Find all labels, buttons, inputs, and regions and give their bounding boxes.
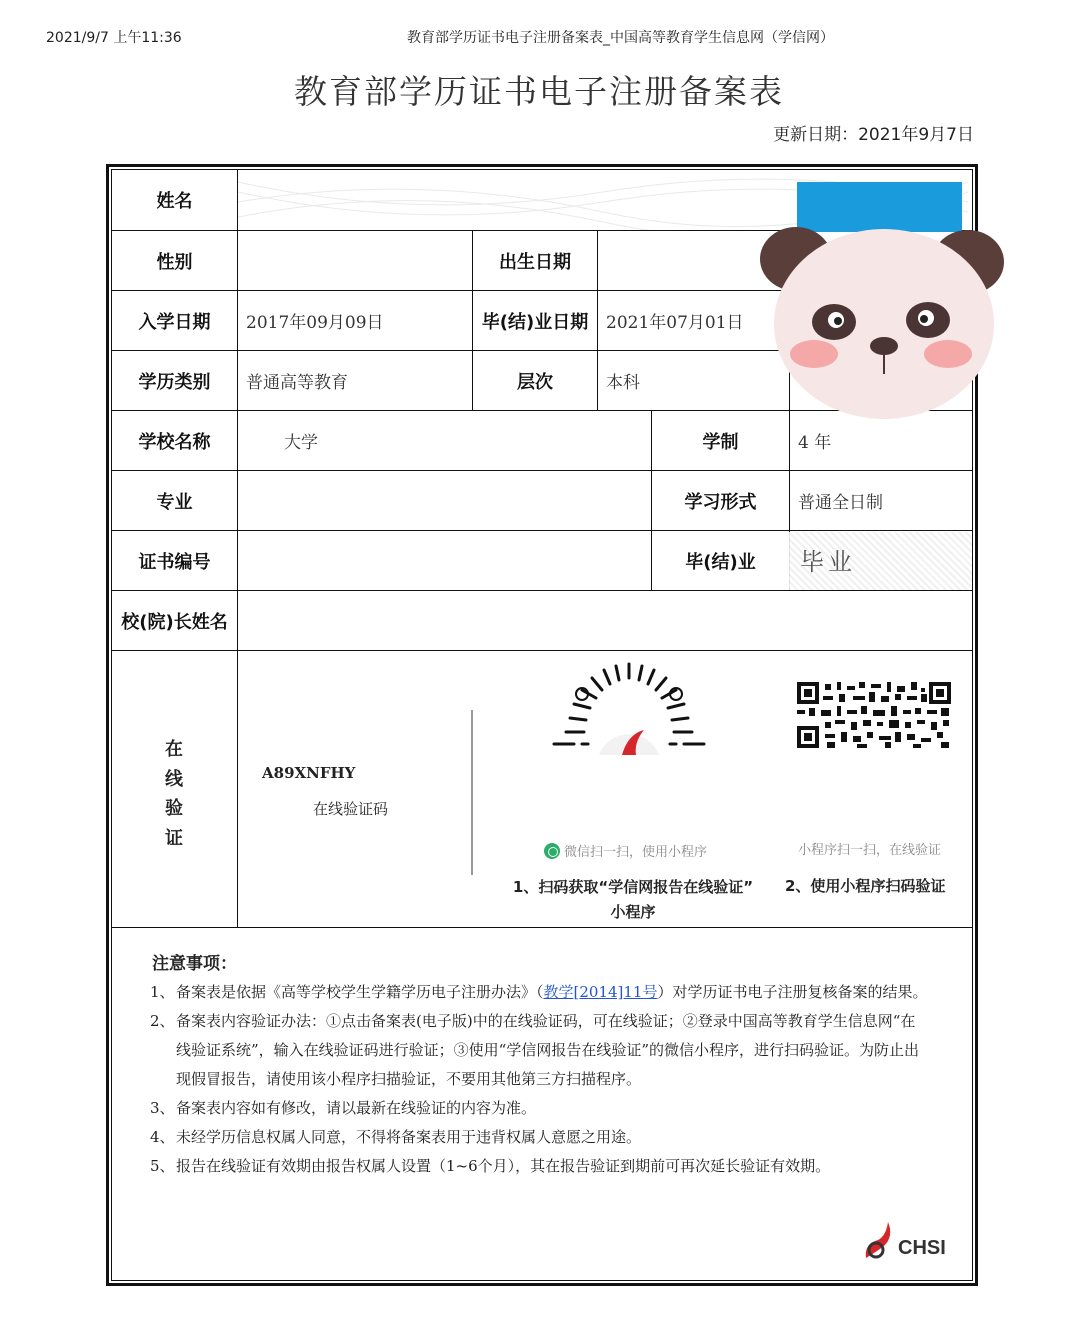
note-text: 报告在线验证有效期由报告权属人设置（1~6个月），其在报告验证到期前可再次延长验证有效期。 xyxy=(176,1157,831,1175)
chsi-logo xyxy=(862,1220,946,1260)
school-name-value: 大学 xyxy=(238,411,652,471)
step-one-instruction xyxy=(493,875,773,925)
document-title: 教育部学历证书电子注册备案表 xyxy=(294,72,784,111)
note-number: 1、 xyxy=(150,983,175,1001)
verify-char: 在 xyxy=(165,739,183,760)
print-date: 2021/9/7 上午11:36 xyxy=(46,30,182,46)
certificate-number-label: 证书编号 xyxy=(112,531,238,591)
note-number: 2、 xyxy=(150,1012,175,1030)
note-item xyxy=(150,978,930,1007)
wechat-icon xyxy=(544,843,560,859)
step-one-line-2: 小程序 xyxy=(610,903,656,921)
verification-code[interactable]: A89XNFHY xyxy=(262,764,356,782)
note-number: 4、 xyxy=(150,1128,175,1146)
school-name-label: 学校名称 xyxy=(112,411,238,471)
mini-program-scan-hint: 小程序扫一扫，在线验证 xyxy=(798,843,942,858)
level-value: 本科 xyxy=(598,351,790,411)
wechat-mini-program-code[interactable] xyxy=(544,660,714,760)
wechat-scan-text: 微信扫一扫，使用小程序 xyxy=(564,845,708,860)
note-item xyxy=(150,1123,930,1152)
major-label: 专业 xyxy=(112,471,238,531)
graduation-date-value: 2021年07月01日 xyxy=(598,291,790,351)
note-text: 备案表内容验证办法：①点击备案表(电子版)中的在线验证码，可在线验证；②登录中国高等教育学生信息网“在线验证系统”，输入在线验证码进行验证；③使用“学信网报告在线验证”的微信小程序，进行扫码验证。为防止出现假冒报告，请使用该小程序扫描验证，不要用其他第三方扫描程序。 xyxy=(176,1012,920,1088)
enroll-date-value: 2017年09月09日 xyxy=(238,291,473,351)
wechat-scan-hint xyxy=(544,841,707,860)
certificate-number-value xyxy=(238,531,652,591)
note-number: 3、 xyxy=(150,1099,175,1117)
duration-label: 学制 xyxy=(652,411,790,471)
qr-code[interactable] xyxy=(797,682,951,748)
panda-sticker-icon xyxy=(756,214,1011,419)
education-category-value: 普通高等教育 xyxy=(238,351,473,411)
notes-list xyxy=(150,978,930,1181)
graduation-status-value: 毕业 xyxy=(800,548,856,576)
level-label: 层次 xyxy=(473,351,598,411)
step-one-line-1: 1、扫码获取“学信网报告在线验证” xyxy=(512,878,754,896)
verify-char: 证 xyxy=(165,827,183,849)
president-name-label: 校(院)长姓名 xyxy=(112,591,238,651)
note-text: 备案表内容如有修改，请以最新在线验证的内容为准。 xyxy=(176,1099,537,1117)
study-form-label: 学习形式 xyxy=(652,471,790,531)
online-verify-label xyxy=(112,735,236,853)
step-two-instruction: 2、使用小程序扫码验证 xyxy=(785,877,946,895)
note-number: 5、 xyxy=(150,1157,175,1175)
verify-char: 线 xyxy=(165,768,183,790)
graduation-date-label: 毕(结)业日期 xyxy=(473,291,598,351)
duration-value: 4 年 xyxy=(790,411,972,471)
major-value xyxy=(238,471,652,531)
note-item xyxy=(150,1007,930,1094)
note-item xyxy=(150,1094,930,1123)
gender-value xyxy=(238,231,473,291)
print-page-title: 教育部学历证书电子注册备案表_中国高等教育学生信息网（学信网） xyxy=(407,30,834,46)
verify-divider xyxy=(471,710,473,875)
chsi-text: CHSI xyxy=(898,1237,946,1259)
birth-date-label: 出生日期 xyxy=(473,231,598,291)
regulation-link[interactable]: 教学[2014]11号 xyxy=(543,983,658,1001)
verification-code-label: 在线验证码 xyxy=(313,800,389,818)
verify-char: 验 xyxy=(165,798,183,819)
graduation-status-label: 毕(结)业 xyxy=(652,531,790,591)
update-date: 更新日期：2021年9月7日 xyxy=(773,125,974,145)
note-text: 未经学历信息权属人同意，不得将备案表用于违背权属人意愿之用途。 xyxy=(176,1128,642,1146)
president-name-value xyxy=(238,591,972,651)
study-form-value: 普通全日制 xyxy=(790,471,972,531)
chsi-bird-icon xyxy=(862,1220,896,1260)
name-label: 姓名 xyxy=(112,170,238,231)
note-text: 备案表是依据《高等学校学生学籍学历电子注册办法》（教学[2014]11号）对学历证书电子注册复核备案的结果。 xyxy=(176,983,928,1001)
gender-label: 性别 xyxy=(112,231,238,291)
notes-title: 注意事项： xyxy=(152,954,237,974)
note-item xyxy=(150,1152,930,1181)
education-category-label: 学历类别 xyxy=(112,351,238,411)
enroll-date-label: 入学日期 xyxy=(112,291,238,351)
